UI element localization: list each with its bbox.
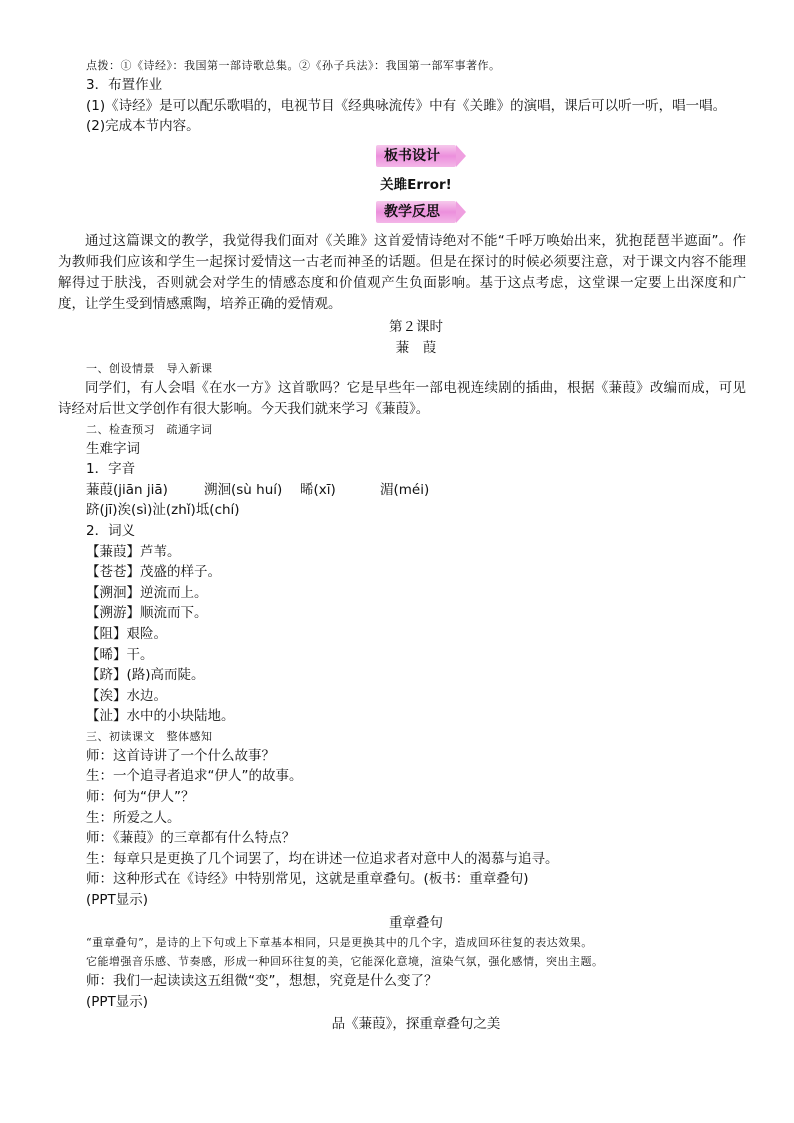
lesson-title: 蒹 葭	[395, 339, 437, 356]
pron-item: 溯洄(sù huí)	[204, 481, 283, 498]
dialog-line: 生：一个追寻者追求“伊人”的故事。	[86, 768, 303, 785]
ppt-box-line-2: 它能增强音乐感、节奏感，形成一种回环往复的美，它能深化意境，渲染气氛，强化感情，突出主题。	[86, 955, 604, 969]
dialog-line: 师：我们一起读读这五组微“变”，想想，究竟是什么变了？	[86, 973, 438, 990]
board-title: 关雎Error!	[380, 176, 452, 193]
dianbo-note: 点拨：①《诗经》：我国第一部诗歌总集。②《孙子兵法》：我国第一部军事著作。	[86, 59, 501, 72]
meaning-item: 【苍苍】茂盛的样子。	[86, 564, 221, 581]
meaning-item: 【涘】水边。	[86, 687, 167, 704]
section-3-heading: 三、初读课文 整体感知	[86, 729, 213, 743]
section-1-paragraph: 同学们，有人会唱《在水一方》这首歌吗？它是早些年一部电视连续剧的插曲，根据《蒹葭》改编而成，可见诗经对后世文学创作有很大影响。今天我们就来学习《蒹葭》。	[58, 379, 746, 417]
section-2-heading: 二、检查预习 疏通字词	[86, 422, 213, 436]
pronunciation-row-1	[86, 480, 746, 501]
meaning-item: 【阻】艰险。	[86, 625, 167, 642]
dialog-line: 师：这种形式在《诗经》中特别常见，这就是重章叠句。(板书：重章叠句)	[86, 871, 529, 888]
meaning-item: 【晞】干。	[86, 646, 154, 663]
dialog-line: 师：这首诗讲了一个什么故事？	[86, 747, 275, 764]
pron-item: 湄(méi)	[380, 481, 430, 498]
document-page	[58, 56, 746, 1035]
homework-item-1: (1)《诗经》是可以配乐歌唱的，电视节目《经典咏流传》中有《关雎》的演唱，课后可以听一听，唱一唱。	[86, 97, 727, 114]
reflection-paragraph: 通过这篇课文的教学，我觉得我们面对《关雎》这首爱情诗绝对不能“千呼万唤始出来，犹抱琵琶半遮面”。作为教师我们应该和学生一起探讨爱情这一古老而神圣的话题。但是在探讨的时候必须要注意，对于课文内容不能理解得过于肤浅，否则就会对学生的情感态度和价值观产生负面影响。基于这点考虑，这堂课一定要上出深度和广度，让学生受到情感熏陶，培养正确的爱情观。	[58, 233, 746, 313]
dialog-block	[86, 746, 746, 911]
dialog-line: 生：每章只是更换了几个词罢了，均在讲述一位追求者对意中人的渴慕与追寻。	[86, 850, 559, 867]
meaning-item: 【沚】水中的小块陆地。	[86, 708, 235, 725]
homework-item-2: (2)完成本节内容。	[86, 118, 200, 135]
vocab-subheading: 生难字词	[86, 440, 140, 457]
meaning-item: 【溯游】顺流而下。	[86, 605, 208, 622]
section-1-heading: 一、创设情景 导入新课	[86, 361, 213, 375]
dialog-line: 师：《蒹葭》的三章都有什么特点？	[86, 830, 296, 847]
pron-item: 晞(xī)	[300, 481, 336, 498]
pron-item: 涘(sì)	[117, 502, 153, 519]
teaching-reflection-banner: 教学反思	[376, 201, 456, 223]
pron-item: 坻(chí)	[195, 502, 240, 519]
dialog-line: (PPT显示)	[86, 993, 149, 1010]
ppt-box-2-title: 品《蒹葭》，探重章叠句之美	[331, 1016, 501, 1033]
pronunciation-row-2	[86, 500, 746, 521]
pron-item: 沚(zhǐ)	[152, 502, 196, 519]
meaning-list	[86, 542, 746, 727]
dialog-line: 师：何为“伊人”？	[86, 789, 195, 806]
pronunciation-title: 1．字音	[86, 461, 136, 478]
meaning-title: 2．词义	[86, 522, 136, 539]
pron-item: 跻(jī)	[86, 502, 118, 519]
meaning-item: 【跻】(路)高而陡。	[86, 667, 205, 684]
step-3-heading: 3．布置作业	[86, 77, 163, 93]
dialog-line: 生：所爱之人。	[86, 809, 181, 826]
meaning-item: 【蒹葭】芦苇。	[86, 543, 181, 560]
meaning-item: 【溯洄】逆流而上。	[86, 584, 208, 601]
lesson-period: 第２课时	[389, 319, 443, 336]
board-design-banner: 板书设计	[376, 145, 456, 167]
ppt-box-line-1: “重章叠句”，是诗的上下句或上下章基本相同，只是更换其中的几个字，造成回环往复的表达效果。	[86, 936, 593, 950]
pron-item: 蒹葭(jiān jiā)	[86, 481, 168, 498]
ppt-box-title: 重章叠句	[389, 914, 443, 931]
dialog-line: (PPT显示)	[86, 892, 149, 909]
